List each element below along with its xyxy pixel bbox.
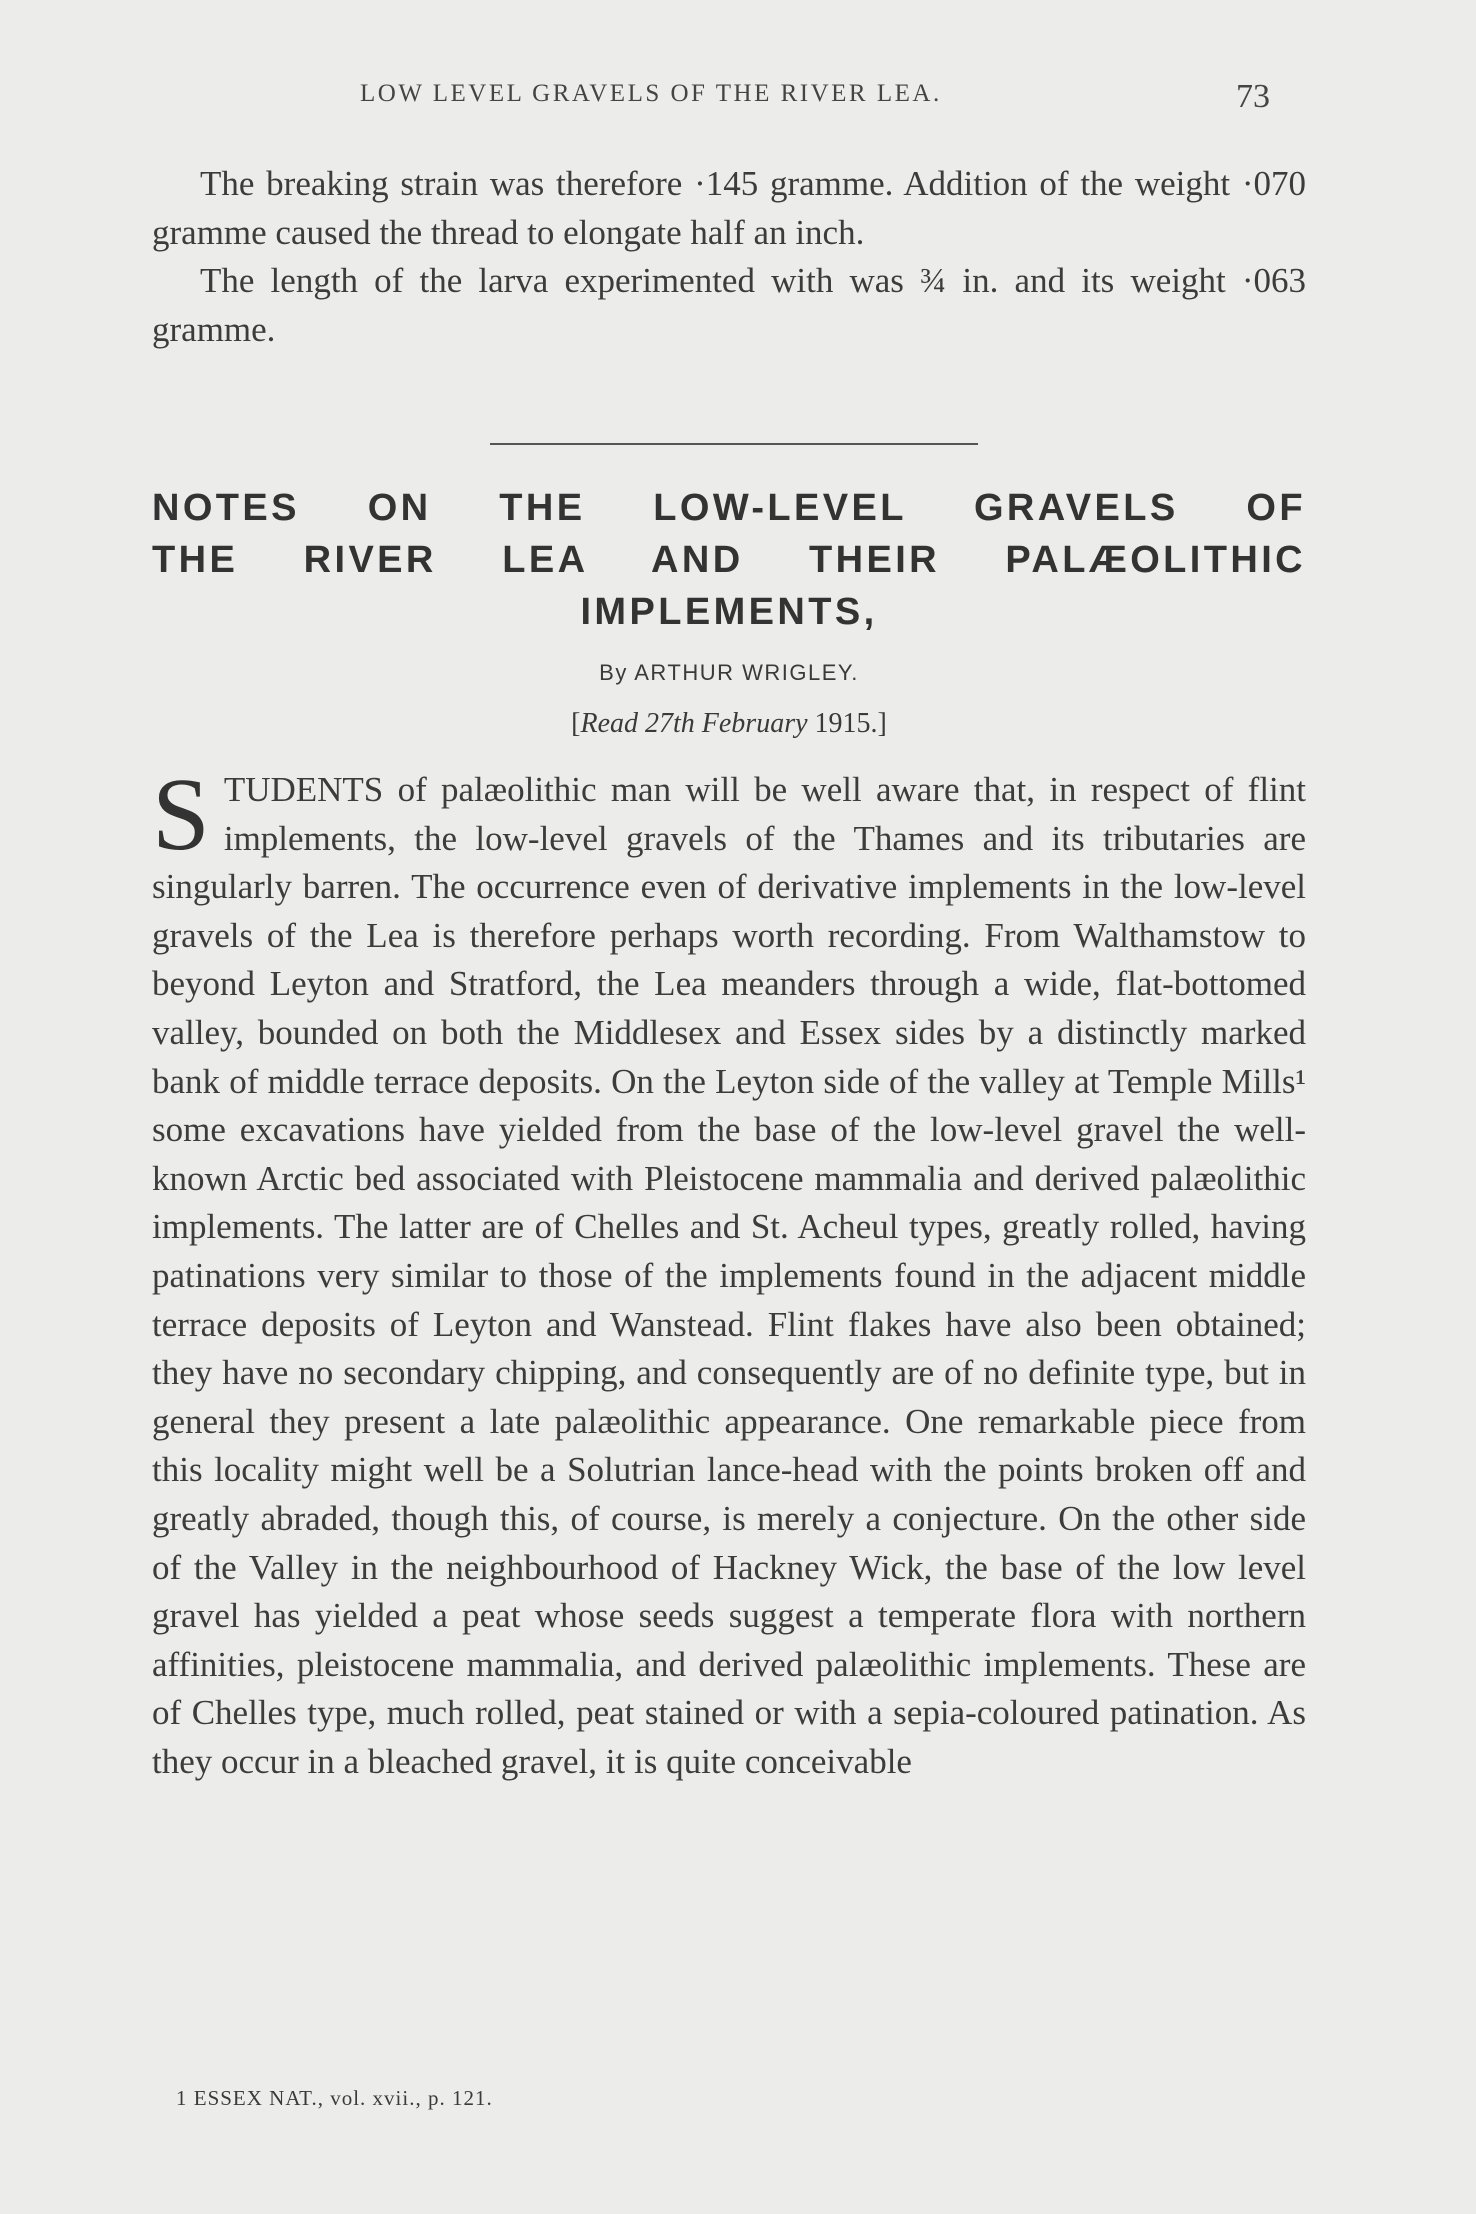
section-divider [490, 443, 978, 445]
page-number: 73 [1236, 78, 1270, 115]
body-paragraph [152, 757, 1306, 1786]
intro-text [152, 160, 1306, 354]
read-date-bracket: [ [571, 708, 581, 739]
read-date-year: 1915.] [807, 708, 887, 739]
footnote: 1 ESSEX NAT., vol. xvii., p. 121. [176, 2086, 493, 2110]
title-line: NOTES ON THE LOW-LEVEL GRAVELS OF [152, 487, 1306, 529]
title-line: IMPLEMENTS, [580, 591, 878, 633]
author-byline: By ARTHUR WRIGLEY. [599, 660, 859, 685]
drop-cap: S [152, 757, 210, 872]
read-date-italic: Read 27th February [580, 708, 808, 739]
intro-paragraph: The length of the larva experimented with was ¾ in. and its weight ·063 gramme. [152, 261, 1306, 349]
title-line: THE RIVER LEA AND THEIR PALÆOLITHIC [152, 539, 1306, 581]
article-title [152, 482, 1306, 586]
running-head: LOW LEVEL GRAVELS OF THE RIVER LEA. [360, 80, 942, 107]
body-text: TUDENTS of palæolithic man will be well aware that, in respect of flint implements, the low-level gravels of the Thames and its tributaries are singularly barren. The occurrence even of derivative implements in the low-level gravels of the Lea is therefore perhaps worth recording. From Walthamstow to beyond Leyton and Stratford, the Lea meanders through a wide, flat-bottomed valley, bounded on both the Middlesex and Essex sides by a distinctly marked bank of middle terrace deposits. On the Leyton side of the valley at Temple Mills¹ some excavations have yielded from the base of the low-level gravel the well-known Arctic bed associated with Pleistocene mammalia and derived palæolithic implements. The latter are of Chelles and St. Acheul types, greatly rolled, having patinations very similar to those of the implements found in the adjacent middle terrace deposits of Leyton and Wanstead. Flint flakes have also been obtained; they have no secondary chipping, and consequently are of no definite type, but in general they present a late palæolithic appearance. One remarkable piece from this locality might well be a Solutrian lance-head with the points broken off and greatly abraded, though this, of course, is merely a conjecture. On the other side of the Valley in the neighbourhood of Hackney Wick, the base of the low level gravel has yielded a peat whose seeds suggest a temperate flora with northern affinities, pleistocene mammalia, and derived palæolithic implements. These are of Chelles type, much rolled, peat stained or with a sepia-coloured patination. As they occur in a bleached gravel, it is quite conceivable [152, 770, 1306, 1781]
intro-paragraph: The breaking strain was therefore ·145 gramme. Addition of the weight ·070 gramme caused the thread to elongate half an inch. [152, 164, 1306, 252]
read-date [152, 708, 1306, 740]
article-body [152, 757, 1306, 1786]
